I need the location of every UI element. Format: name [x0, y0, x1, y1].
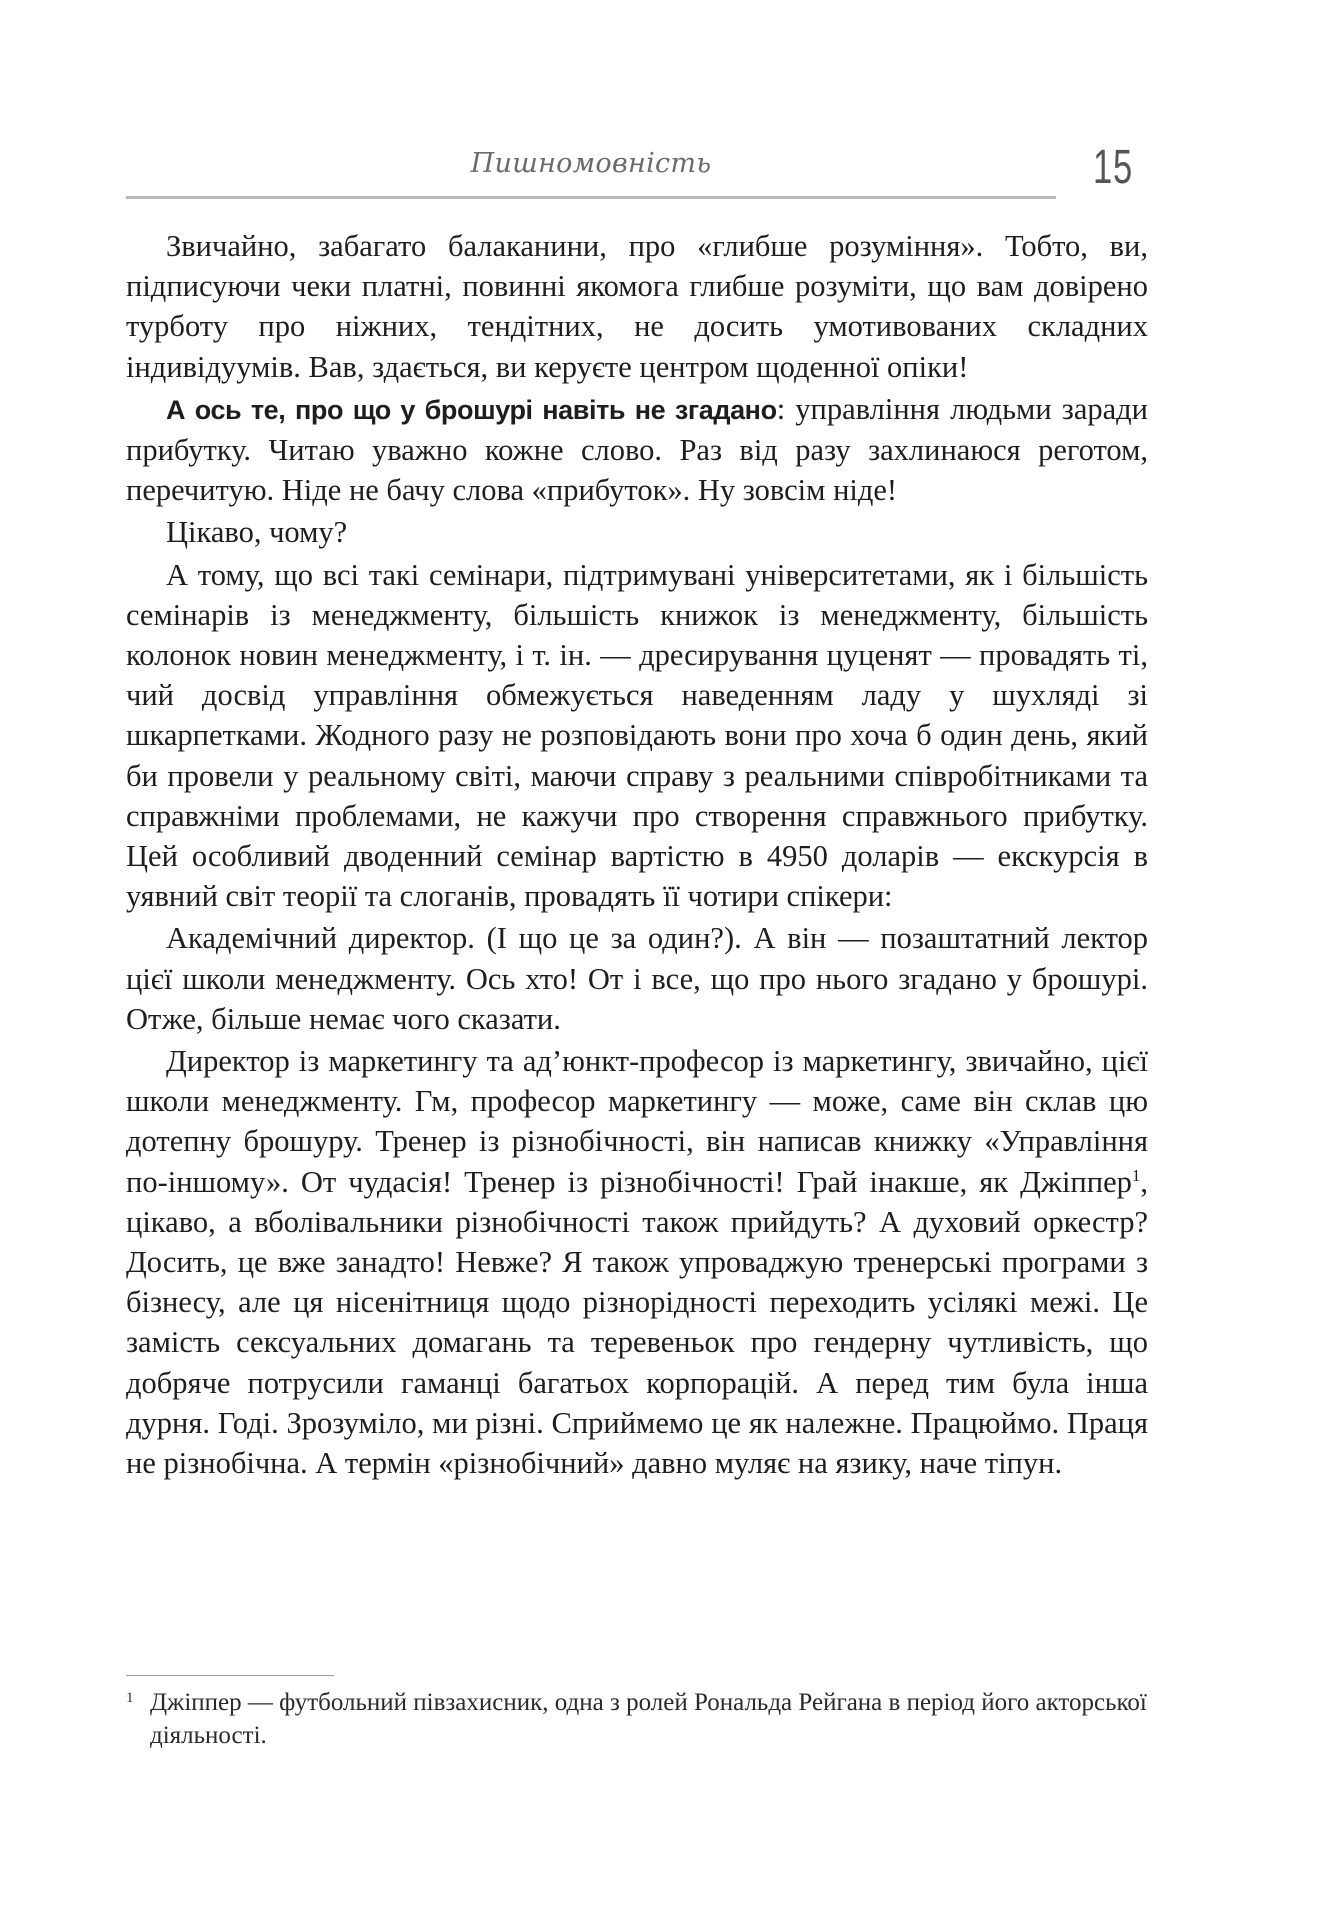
header-rule	[126, 196, 1056, 199]
paragraph: Цікаво, чому?	[166, 515, 348, 550]
running-title: Пишномовність	[470, 148, 712, 179]
paragraph-text: , цікаво, а вболівальники різнобічності також прийдуть? А духовий оркестр? Досить, це вже занадто! Невже? Я також упроваджую тренерські програми з бізнесу, але ця нісенітниця щодо різнорідності переходить усілякі межі. Це замість сексуальних домагань та теревеньок про гендерну чутливість, що добряче потрусили гаманці багатьох корпорацій. А перед тим була інша дурня. Годі. Зрозуміло, ми різні. Сприймемо це як належне. Працюймо. Праця не різнобічна. А термін «різнобічний» давно муляє на язику, наче тіпун.	[126, 1164, 1148, 1481]
paragraph	[126, 389, 1148, 511]
paragraph: А тому, що всі такі семінари, підтримувані університетами, як і більшість семінарів із менеджменту, більшість книжок із менеджменту, більшість колонок новин менеджменту, і т. ін. — дресирування цуценят — провадять ті, чий досвід управління обмежується наведенням ладу у шухляді зі шкарпетками. Жодного разу не розповідають вони про хоча б один день, який би провели у реальному світі, маючи справу з реальними співробітниками та справжніми проблемами, не кажучи про створення справжнього прибутку. Цей особливий дводенний семінар вартістю в 4950 доларів — екскурсія в уявний світ теорії та слоганів, провадять її чотири спікери:	[126, 557, 1148, 914]
footnote-reference[interactable]: 1	[1131, 1165, 1141, 1185]
footnote-number: 1	[126, 1690, 134, 1706]
paragraph-text: : управління людьми заради прибутку. Читаю уважно кожне слово. Раз від разу захлинаюся реготом, перечитую. Ніде не бачу слова «прибуток». Ну зовсім ніде!	[126, 391, 1148, 508]
paragraph: Звичайно, забагато балаканини, про «глибше розуміння». Тобто, ви, підписуючи чеки платні, повинні якомога глибше розуміти, що вам довірено турботу про ніжних, тендітних, не досить умотивованих складних індивідуумів. Вав, здається, ви керуєте центром щоденної опіки!	[126, 229, 1148, 384]
paragraph	[126, 1041, 1148, 1483]
body-text	[126, 226, 1148, 1485]
paragraph-text: Директор із маркетингу та ад’юнкт-професор із маркетингу, звичайно, цієї школи менеджменту. Гм, професор маркетингу — може, саме він склав цю дотепну брошуру. Тренер із різнобічності, він написав книжку «Управління по-іншому». От чудасія! Тренер із різнобічності! Грай інакше, як Джіппер	[126, 1044, 1148, 1199]
bold-run-in: А ось те, про що у брошурі навіть не згадано	[166, 394, 777, 425]
footnote	[126, 1686, 1148, 1752]
paragraph: Академічний директор. (І що це за один?). А він — позаштатний лектор цієї школи менеджменту. Ось хто! От і все, що про нього згадано у брошурі. Отже, більше немає чого сказати.	[126, 921, 1148, 1036]
page-number: 15	[1093, 141, 1133, 194]
footnote-rule	[126, 1675, 334, 1676]
footnote-text: Джіппер — футбольний півзахисник, одна з ролей Рональда Рейгана в період його акторської діяльності.	[150, 1689, 1147, 1749]
running-head	[126, 140, 1056, 192]
